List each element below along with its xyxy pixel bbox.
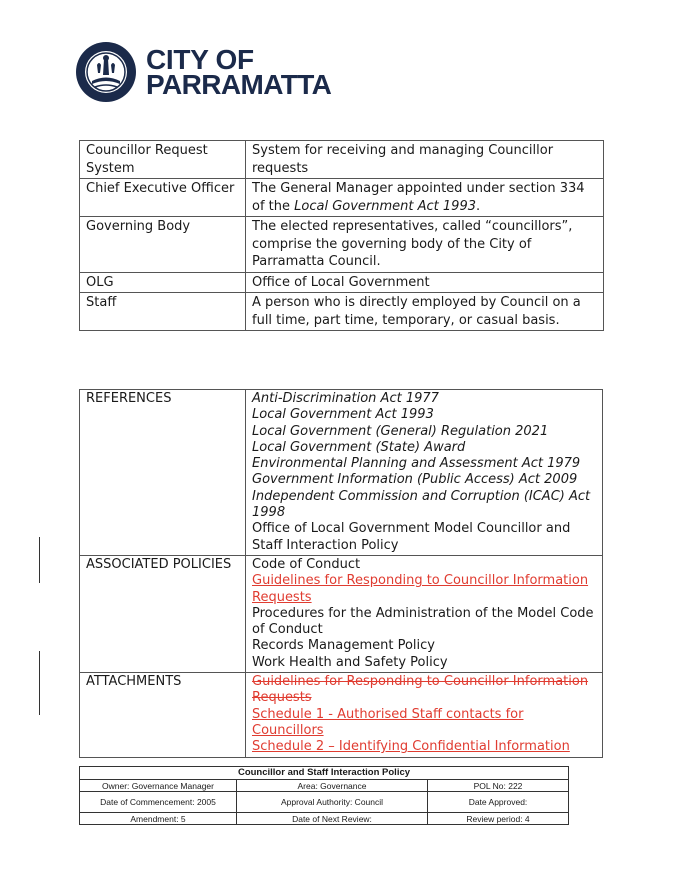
definition-row <box>80 179 604 217</box>
associated-policies-label: ASSOCIATED POLICIES <box>80 555 246 672</box>
reference-item: Independent Commission and Corruption (ICAC) Act 1998 <box>252 488 591 521</box>
reference-item: Local Government (General) Regulation 2021 <box>252 423 549 439</box>
definition-row <box>80 272 604 293</box>
policy-item: Work Health and Safety Policy <box>252 654 448 670</box>
attachment-item-deleted: Guidelines for Responding to Councillor Information Requests <box>252 674 589 706</box>
associated-policies-row <box>80 555 603 672</box>
associated-policies-list <box>246 555 603 672</box>
definition-text-end: . <box>475 198 481 214</box>
definition-text <box>246 179 604 217</box>
reference-item: Environmental Planning and Assessment Act 1979 <box>252 456 581 472</box>
policy-item: Procedures for the Administration of the Model Code of Conduct <box>252 605 594 638</box>
attachments-label: ATTACHMENTS <box>80 673 246 757</box>
definition-text: A person who is directly employed by Council on a full time, part time, temporary, or casual basis. <box>246 293 604 331</box>
council-seal-icon <box>75 41 137 103</box>
definition-text: System for receiving and managing Councillor requests <box>246 141 604 179</box>
definition-text-part: The General Manager appointed under section 334 of the <box>252 181 585 214</box>
attachments-list <box>246 673 603 757</box>
footer-commencement: Date of Commencement: 2005 <box>80 792 237 813</box>
definition-term: Chief Executive Officer <box>80 179 246 217</box>
footer-approval-authority: Approval Authority: Council <box>237 792 428 813</box>
attachments-row <box>80 673 603 757</box>
reference-item: Office of Local Government Model Councillor and Staff Interaction Policy <box>252 521 571 553</box>
policy-item-inserted-link[interactable]: Guidelines for Responding to Councillor Information Requests <box>252 573 589 605</box>
references-list <box>246 390 603 556</box>
reference-item: Anti-Discrimination Act 1977 <box>252 391 439 406</box>
references-table <box>79 389 603 758</box>
footer-area: Area: Governance <box>237 780 428 792</box>
attachment-item-inserted-link[interactable]: Schedule 1 - Authorised Staff contacts for Councillors <box>252 706 524 738</box>
definition-term: Staff <box>80 293 246 331</box>
logo-line-1: CITY OF <box>146 44 254 75</box>
footer-next-review: Date of Next Review: <box>237 813 428 825</box>
definition-term: Governing Body <box>80 217 246 273</box>
definition-row <box>80 293 604 331</box>
definition-text: The elected representatives, called “councillors”, comprise the governing body of the City of Parramatta Council. <box>246 217 604 273</box>
definition-row <box>80 217 604 273</box>
policy-item: Code of Conduct <box>252 556 361 572</box>
footer-review-period: Review period: 4 <box>428 813 569 825</box>
definition-term: Councillor Request System <box>80 141 246 179</box>
change-bar <box>39 651 40 715</box>
policy-info-footer <box>79 766 569 825</box>
definition-row <box>80 141 604 179</box>
definition-act-name: Local Government Act 1993 <box>294 198 476 214</box>
footer-policy-title: Councillor and Staff Interaction Policy <box>80 767 569 780</box>
attachment-item-inserted-link[interactable]: Schedule 2 – Identifying Confidential Information <box>252 739 570 755</box>
footer-owner: Owner: Governance Manager <box>80 780 237 792</box>
reference-item: Government Information (Public Access) Act 2009 <box>252 472 578 488</box>
footer-pol-no: POL No: 222 <box>428 780 569 792</box>
references-label: REFERENCES <box>80 390 246 556</box>
footer-date-approved: Date Approved: <box>428 792 569 813</box>
definitions-table <box>79 140 604 331</box>
reference-item: Local Government (State) Award <box>252 439 466 455</box>
definition-text: Office of Local Government <box>246 272 604 293</box>
logo-line-2: PARRAMATTA <box>146 69 332 100</box>
reference-item: Local Government Act 1993 <box>252 407 434 423</box>
footer-amendment: Amendment: 5 <box>80 813 237 825</box>
change-bar <box>39 537 40 583</box>
policy-item: Records Management Policy <box>252 638 435 654</box>
definition-term: OLG <box>80 272 246 293</box>
references-row <box>80 390 603 556</box>
city-of-parramatta-logo <box>75 41 331 103</box>
